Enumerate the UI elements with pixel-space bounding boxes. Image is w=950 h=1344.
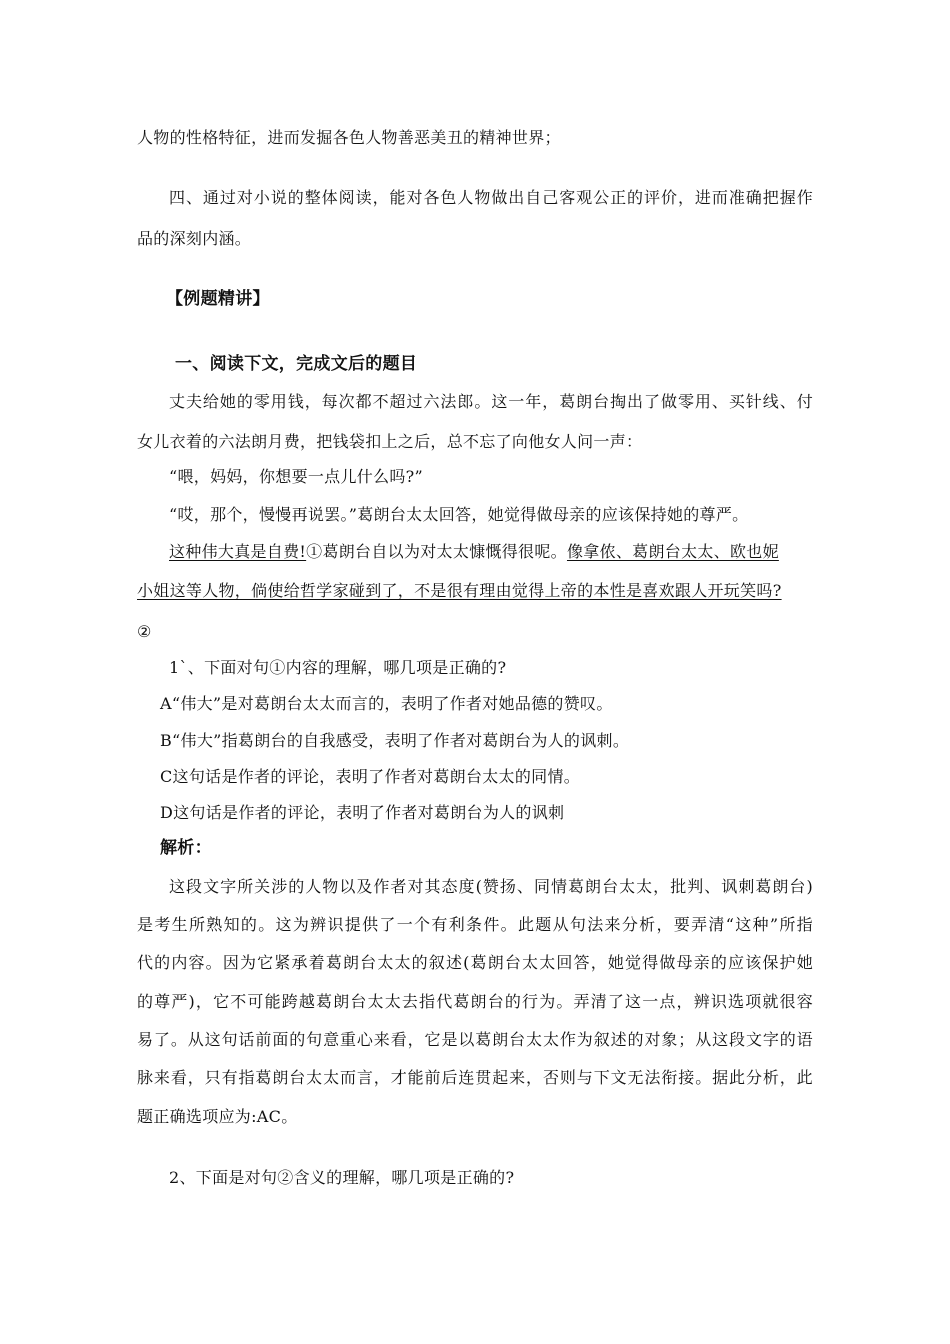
sentence-2-marker: ② [137,622,152,641]
section-title: 【例题精讲】 [166,289,270,309]
question-2-stem: 2、下面是对句②含义的理解，哪几项是正确的? [169,1168,515,1187]
passage-line: “喂，妈妈，你想要一点儿什么吗?” [169,467,424,486]
paragraph-line: 品的深刻内涵。 [137,229,252,248]
analysis-line: 是考生所熟知的。这为辨识提供了一个有利条件。此题从句法来分析，要弄清“这种”所指 [137,915,813,934]
analysis-label: 解析： [160,838,212,858]
sentence-1-underlined: 这种伟大真是自费! [169,542,307,561]
paragraph-line: 四、通过对小说的整体阅读，能对各色人物做出自己客观公正的评价，进而准确把握作 [169,188,813,207]
option-d: D这句话是作者的评论，表明了作者对葛朗台为人的讽刺 [160,803,565,822]
passage-text: 葛朗台自以为对太太慷慨得很呢。 [322,542,567,561]
analysis-line: 题正确选项应为:AC。 [137,1107,298,1126]
option-a: A“伟大”是对葛朗台太太而言的，表明了作者对她品德的赞叹。 [160,694,613,713]
analysis-line: 易了。从这句话前面的句意重心来看，它是以葛朗台太太作为叙述的对象；从这段文字的语 [137,1030,813,1049]
passage-line: 女儿衣着的六法朗月费，把钱袋扣上之后，总不忘了向他女人问一声： [137,432,643,451]
analysis-line: 的尊严)，它不可能跨越葛朗台太太去指代葛朗台的行为。弄清了这一点，辨识选项就很容 [137,992,813,1011]
passage-line [169,542,813,562]
analysis-line: 代的内容。因为它紧承着葛朗台太太的叙述(葛朗台太太回答，她觉得做母亲的应该保护她 [137,953,813,972]
option-c: C这句话是作者的评论，表明了作者对葛朗台太太的同情。 [160,767,581,786]
question-heading: 一、阅读下文，完成文后的题目 [175,354,418,374]
passage-line: “哎，那个，慢慢再说罢。”葛朗台太太回答，她觉得做母亲的应该保持她的尊严。 [169,505,749,524]
analysis-line: 这段文字所关涉的人物以及作者对其态度(赞扬、同情葛朗台太太，批判、讽刺葛朗台) [169,877,813,896]
sentence-2-underlined: 像拿侬、葛朗台太太、欧也妮 [566,542,779,561]
paragraph-line: 人物的性格特征，进而发掘各色人物善恶美丑的精神世界； [137,128,561,147]
option-b: B“伟大”指葛朗台的自我感受，表明了作者对葛朗台为人的讽刺。 [160,731,630,750]
analysis-line: 脉来看，只有指葛朗台太太而言，才能前后连贯起来，否则与下文无法衔接。据此分析，此 [137,1068,813,1087]
sentence-1-marker: ① [306,542,323,561]
question-1-stem: 1`、下面对句①内容的理解，哪几项是正确的? [169,658,507,677]
passage-line: 丈夫给她的零用钱，每次都不超过六法郎。这一年，葛朗台掏出了做零用、买针线、付 [169,392,813,411]
sentence-2-underlined: 小姐这等人物，倘使给哲学家碰到了，不是很有理由觉得上帝的本性是喜欢跟人开玩笑吗? [137,581,782,600]
